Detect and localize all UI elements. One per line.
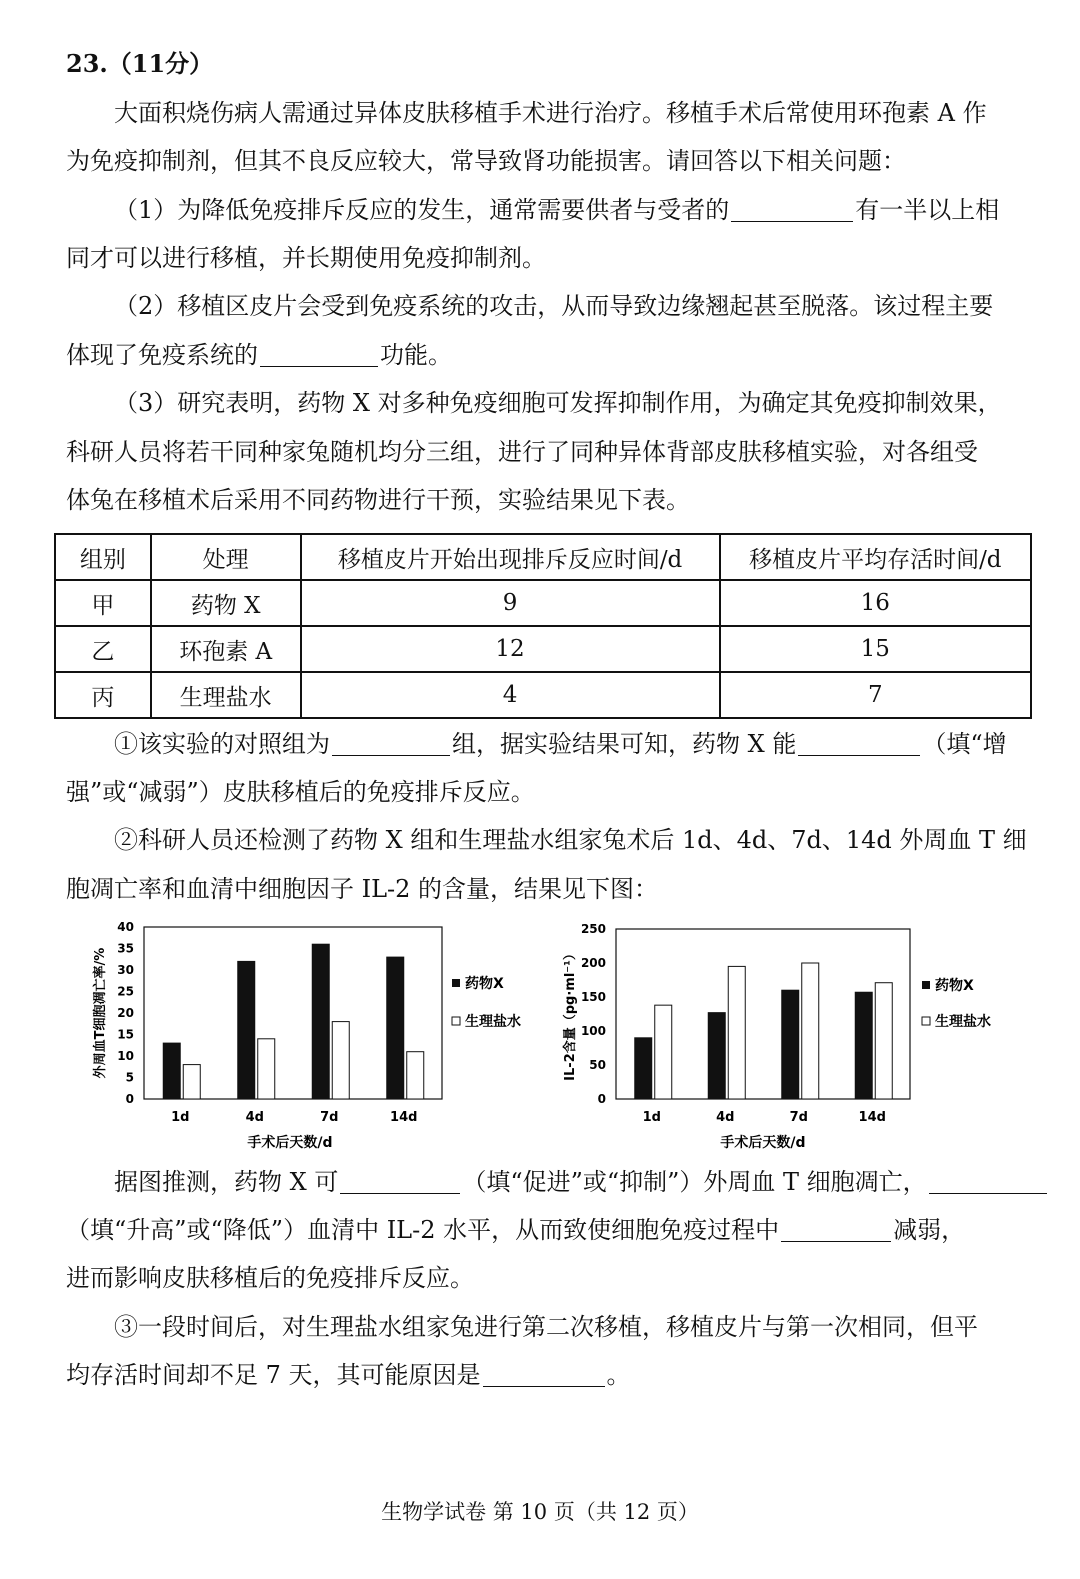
q1-line-2: 同才可以进行移植，并长期使用免疫抑制剂。 bbox=[66, 244, 546, 272]
x-axis-label: 手术后天数/d bbox=[247, 1135, 333, 1151]
table-header-row bbox=[55, 534, 1031, 580]
legend-label-drug: 药物X bbox=[935, 978, 974, 994]
question-number: 23.（11分） bbox=[66, 49, 214, 78]
answer-blank-apoptosis[interactable] bbox=[340, 1167, 460, 1194]
sub1-line-2: 强”或“减弱”）皮肤移植后的免疫排斥反应。 bbox=[66, 778, 535, 806]
bar-saline-7d bbox=[802, 963, 819, 1099]
y-tick-label: 5 bbox=[125, 1070, 134, 1085]
y-tick-label: 35 bbox=[117, 941, 134, 956]
bar-drug-x-14d bbox=[855, 992, 872, 1099]
q2-text-b: 功能。 bbox=[380, 341, 452, 369]
bar-drug-x-1d bbox=[635, 1038, 652, 1099]
sub1-text-c: （填“增 bbox=[922, 730, 1007, 758]
bar-drug-x-4d bbox=[708, 1013, 725, 1099]
q1-text-b: 有一半以上相 bbox=[855, 196, 1000, 224]
page-footer: 生物学试卷 第 10 页（共 12 页） bbox=[381, 1500, 699, 1524]
bar-drug-x-7d bbox=[782, 990, 799, 1099]
table-cell: 9 bbox=[301, 580, 720, 626]
q3-line-3: 体兔在移植术后采用不同药物进行干预，实验结果见下表。 bbox=[66, 486, 690, 514]
answer-blank-reason[interactable] bbox=[483, 1360, 605, 1387]
sub3-line-1: ③一段时间后，对生理盐水组家兔进行第二次移植，移植皮片与第一次相同，但平 bbox=[114, 1313, 978, 1341]
table-cell: 12 bbox=[301, 626, 720, 672]
infer-text-b: （填“促进”或“抑制”）外周血 T 细胞凋亡， bbox=[462, 1168, 927, 1196]
y-tick-label: 25 bbox=[117, 984, 134, 999]
y-tick-label: 30 bbox=[117, 963, 134, 977]
table-header: 组别 bbox=[55, 534, 151, 580]
sub2-line-2: 胞凋亡率和血清中细胞因子 IL-2 的含量，结果见下图： bbox=[66, 875, 659, 903]
y-tick-label: 0 bbox=[125, 1092, 134, 1106]
y-tick-label: 40 bbox=[117, 920, 134, 934]
bar-drug-x-1d bbox=[163, 1043, 180, 1099]
y-tick-label: 250 bbox=[580, 922, 606, 936]
q1-line-1 bbox=[114, 186, 999, 234]
table-row bbox=[55, 672, 1031, 718]
infer-line-3: 进而影响皮肤移植后的免疫排斥反应。 bbox=[66, 1264, 474, 1292]
sub1-text-a: ①该实验的对照组为 bbox=[114, 730, 330, 758]
bar-saline-1d bbox=[183, 1065, 200, 1099]
y-axis-label: 外周血T细胞凋亡率/% bbox=[93, 947, 108, 1079]
table-cell: 7 bbox=[720, 672, 1031, 718]
answer-blank-il2[interactable] bbox=[929, 1167, 1047, 1194]
y-tick-label: 150 bbox=[580, 990, 606, 1004]
table-header: 处理 bbox=[151, 534, 301, 580]
bar-saline-4d bbox=[728, 966, 745, 1099]
infer-text-d: 减弱， bbox=[893, 1216, 966, 1244]
bar-drug-x-7d bbox=[312, 944, 329, 1099]
x-tick-label: 4d bbox=[245, 1110, 264, 1125]
y-axis-label: IL-2含量（pg·ml⁻¹） bbox=[563, 947, 578, 1081]
legend-swatch-saline bbox=[922, 1017, 930, 1025]
y-tick-label: 20 bbox=[117, 1006, 134, 1020]
infer-line-2 bbox=[66, 1206, 965, 1254]
y-tick-label: 200 bbox=[580, 956, 606, 970]
bar-saline-14d bbox=[407, 1052, 424, 1099]
y-tick-label: 10 bbox=[117, 1049, 134, 1063]
legend-swatch-drug bbox=[452, 979, 460, 987]
q3-line-1: （3）研究表明，药物 X 对多种免疫细胞可发挥抑制作用，为确定其免疫抑制效果， bbox=[114, 389, 1002, 417]
legend-swatch-drug bbox=[922, 981, 930, 989]
sub3-text-b: 。 bbox=[606, 1361, 631, 1389]
table-cell: 乙 bbox=[55, 626, 151, 672]
answer-blank-effect[interactable] bbox=[798, 729, 920, 756]
infer-text-c: （填“升高”或“降低”）血清中 IL-2 水平，从而致使细胞免疫过程中 bbox=[66, 1216, 780, 1244]
x-tick-label: 7d bbox=[320, 1110, 339, 1125]
q2-text-a: 体现了免疫系统的 bbox=[66, 341, 258, 369]
legend-label-drug: 药物X bbox=[465, 976, 504, 992]
table-cell: 丙 bbox=[55, 672, 151, 718]
x-tick-label: 4d bbox=[716, 1110, 735, 1125]
x-tick-label: 14d bbox=[858, 1110, 886, 1125]
infer-line-1 bbox=[114, 1158, 1049, 1206]
q1-text-a: （1）为降低免疫排斥反应的发生，通常需要供者与受者的 bbox=[114, 196, 730, 224]
results-table bbox=[54, 533, 1032, 719]
sub2-line-1: ②科研人员还检测了药物 X 组和生理盐水组家兔术后 1d、4d、7d、14d 外周血 T 细 bbox=[114, 826, 1027, 854]
table-cell: 药物 X bbox=[151, 580, 301, 626]
sub3-text-a: 均存活时间却不足 7 天，其可能原因是 bbox=[66, 1361, 481, 1389]
t-cell-apoptosis-chart bbox=[80, 915, 550, 1160]
x-axis-label: 手术后天数/d bbox=[720, 1135, 806, 1151]
y-tick-label: 50 bbox=[589, 1058, 606, 1072]
x-tick-label: 1d bbox=[171, 1110, 190, 1125]
q2-line-2 bbox=[66, 331, 452, 379]
table-cell: 16 bbox=[720, 580, 1031, 626]
bar-saline-14d bbox=[875, 983, 892, 1099]
answer-blank-control-group[interactable] bbox=[332, 729, 450, 756]
bar-drug-x-4d bbox=[238, 961, 255, 1099]
intro-line-1: 大面积烧伤病人需通过异体皮肤移植手术进行治疗。移植手术后常使用环孢素 A 作 bbox=[114, 99, 987, 127]
sub1-text-b: 组，据实验结果可知，药物 X 能 bbox=[452, 730, 797, 758]
intro-line-2: 为免疫抑制剂，但其不良反应较大，常导致肾功能损害。请回答以下相关问题： bbox=[66, 147, 906, 175]
y-tick-label: 15 bbox=[117, 1027, 134, 1042]
q3-line-2: 科研人员将若干同种家兔随机均分三组，进行了同种异体背部皮肤移植实验，对各组受 bbox=[66, 438, 978, 466]
answer-blank-q1[interactable] bbox=[731, 195, 853, 222]
sub3-line-2 bbox=[66, 1351, 631, 1399]
table-cell: 甲 bbox=[55, 580, 151, 626]
sub1-line-1 bbox=[114, 720, 1007, 768]
legend-label-saline: 生理盐水 bbox=[935, 1014, 991, 1030]
bar-saline-7d bbox=[332, 1022, 349, 1099]
y-tick-label: 100 bbox=[580, 1024, 606, 1038]
table-cell: 15 bbox=[720, 626, 1031, 672]
table-cell: 环孢素 A bbox=[151, 626, 301, 672]
x-tick-label: 1d bbox=[642, 1110, 661, 1125]
y-tick-label: 0 bbox=[597, 1092, 606, 1106]
legend-label-saline: 生理盐水 bbox=[465, 1014, 521, 1030]
table-header: 移植皮片平均存活时间/d bbox=[720, 534, 1031, 580]
bar-saline-4d bbox=[258, 1039, 275, 1099]
table-header: 移植皮片开始出现排斥反应时间/d bbox=[301, 534, 720, 580]
q2-line-1: （2）移植区皮片会受到免疫系统的攻击，从而导致边缘翘起甚至脱落。该过程主要 bbox=[114, 292, 994, 320]
infer-text-a: 据图推测，药物 X 可 bbox=[114, 1168, 339, 1196]
il2-content-chart bbox=[550, 915, 1030, 1160]
answer-blank-q2[interactable] bbox=[260, 340, 378, 367]
table-cell: 4 bbox=[301, 672, 720, 718]
answer-blank-process[interactable] bbox=[781, 1215, 891, 1242]
bar-saline-1d bbox=[655, 1005, 672, 1099]
table-row bbox=[55, 626, 1031, 672]
legend-swatch-saline bbox=[452, 1017, 460, 1025]
table-row bbox=[55, 580, 1031, 626]
x-tick-label: 14d bbox=[390, 1110, 418, 1125]
bar-drug-x-14d bbox=[387, 957, 404, 1099]
table-cell: 生理盐水 bbox=[151, 672, 301, 718]
x-tick-label: 7d bbox=[789, 1110, 808, 1125]
